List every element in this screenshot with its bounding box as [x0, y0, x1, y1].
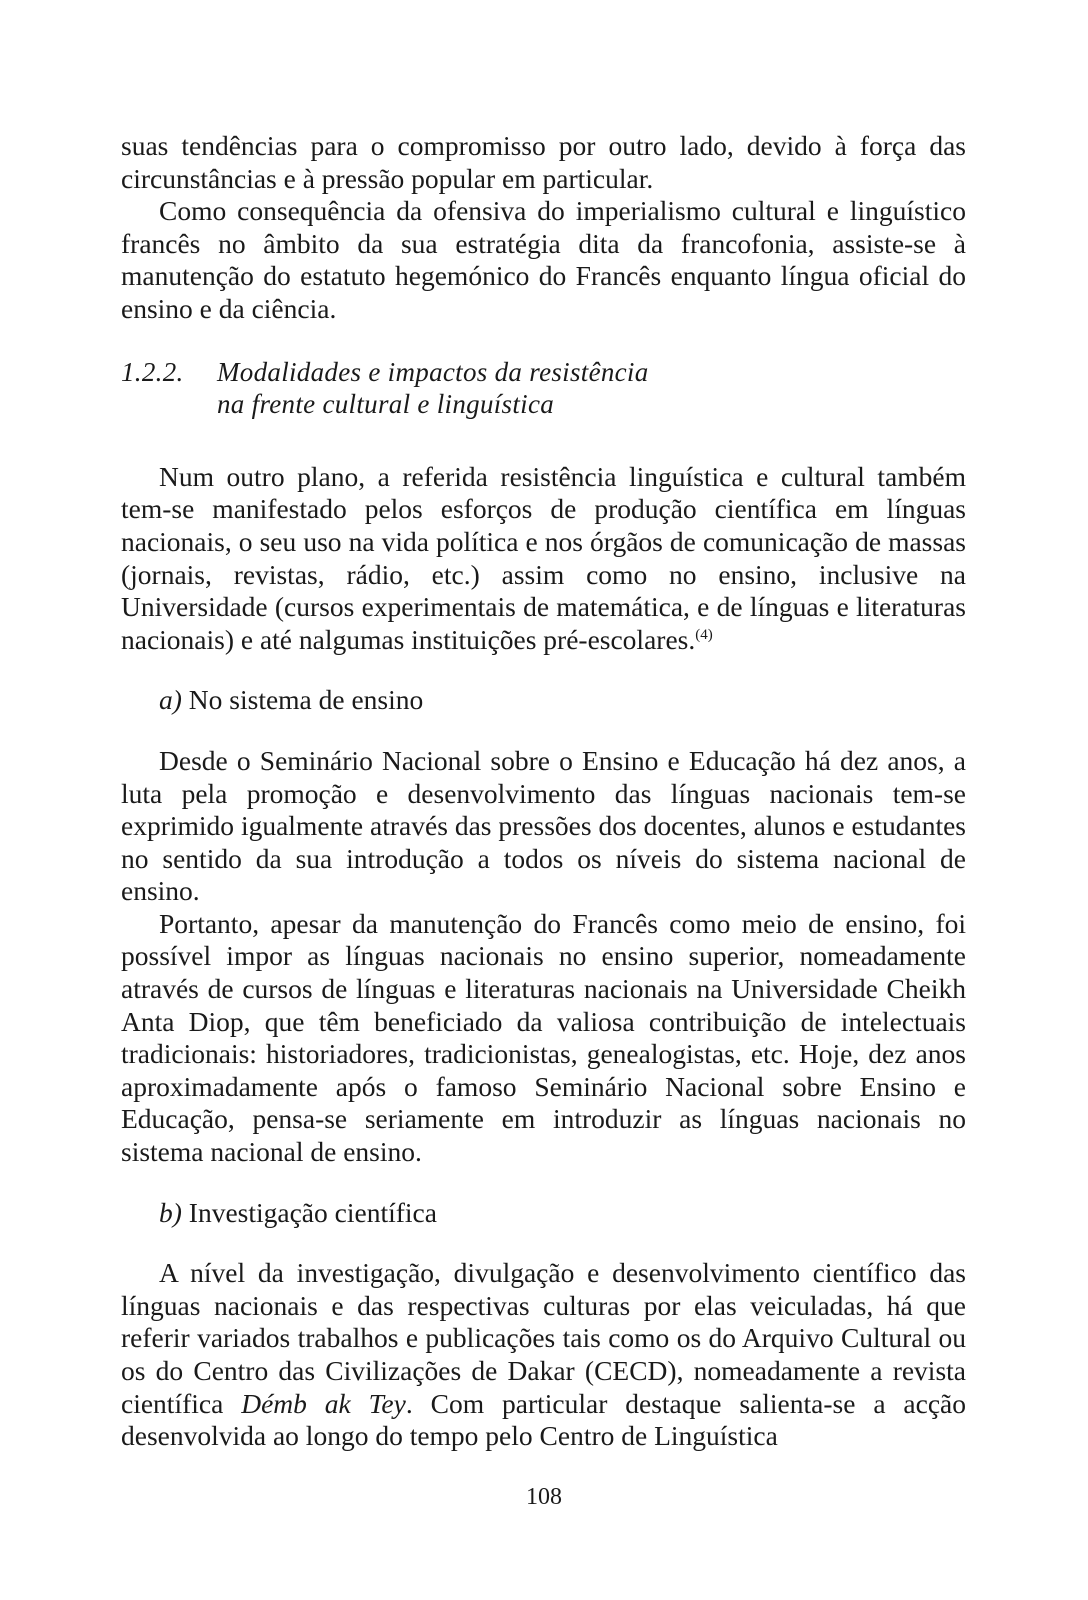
page-body [121, 130, 966, 1453]
section-intro-paragraph [121, 461, 966, 657]
paragraph-text: . Com particular destaque salienta-se a acção desenvolvida ao longo do tempo pelo Centro de Linguística [121, 1387, 967, 1452]
paragraph [121, 1257, 966, 1453]
page-number: 108 [526, 1484, 562, 1510]
subsection-b-title: Investigação científica [188, 1196, 437, 1228]
section-intro-text: Num outro plano, a referida resistência linguística e cultural também tem-se manifestado pelos esforços de produção científica em línguas nacionais, o seu uso na vida política e nos órgãos de comunicação de massas (jornais, revistas, rádio, etc.) assim como no ensino, inclusive na Universidade (cursos experimentais de matemática, e de línguas e literaturas nacionais) e até nalgumas instituições pré-escolares. [121, 460, 966, 655]
paragraph: Desde o Seminário Nacional sobre o Ensino e Educação há dez anos, a luta pela promoção e desenvolvimento das línguas nacionais tem-se exprimido igualmente através das pressões dos docentes, alunos e estudantes no sentido da sua introdução a todos os níveis do sistema nacional de ensino. [121, 744, 966, 907]
subsection-a-heading [121, 684, 966, 717]
paragraph-text: A nível da investigação, divulgação e desenvolvimento científico das línguas nacionais e das respectivas culturas por elas veiculadas, há que referir variados trabalhos e publicações tais como os do Arquivo Cultural ou os do Centro das Civilizações de Dakar (CECD), nomeadamente a revista científica [121, 1257, 966, 1419]
subsection-b-heading [121, 1197, 966, 1230]
subsection-b-marker: b) [159, 1196, 182, 1228]
paragraph: Portanto, apesar da manutenção do Francês como meio de ensino, foi possível impor as línguas nacionais no ensino superior, nomeadamente através de cursos de línguas e literaturas nacionais na Universidade Cheikh Anta Diop, que têm beneficiado da valiosa contribuição de intelectuais tradicionais: historiadores, tradicionistas, genealogistas, etc. Hoje, dez anos aproximadamente após o famoso Seminário Nacional sobre Ensino e Educação, pensa-se seriamente em introduzir as línguas nacionais no sistema nacional de ensino. [121, 907, 966, 1168]
subsection-a-title: No sistema de ensino [188, 684, 424, 716]
section-number: 1.2.2. [121, 356, 184, 387]
paragraph: Como consequência da ofensiva do imperialismo cultural e linguístico francês no âmbito da sua estratégia dita da francofonia, assiste-se à manutenção do estatuto hegemónico do Francês enquanto língua oficial do ensino e da ciência. [121, 195, 966, 324]
section-title-line-2: na frente cultural e linguística [217, 389, 555, 420]
section-heading [121, 356, 966, 421]
journal-title: Démb ak Tey [241, 1387, 406, 1419]
section-title-line-1: Modalidades e impactos da resistência [217, 356, 649, 387]
footnote-reference: (4) [695, 626, 713, 643]
paragraph-continued: suas tendências para o compromisso por outro lado, devido à força das circunstâncias e à pressão popular em particular. [121, 130, 966, 194]
subsection-a-marker: a) [159, 684, 182, 716]
